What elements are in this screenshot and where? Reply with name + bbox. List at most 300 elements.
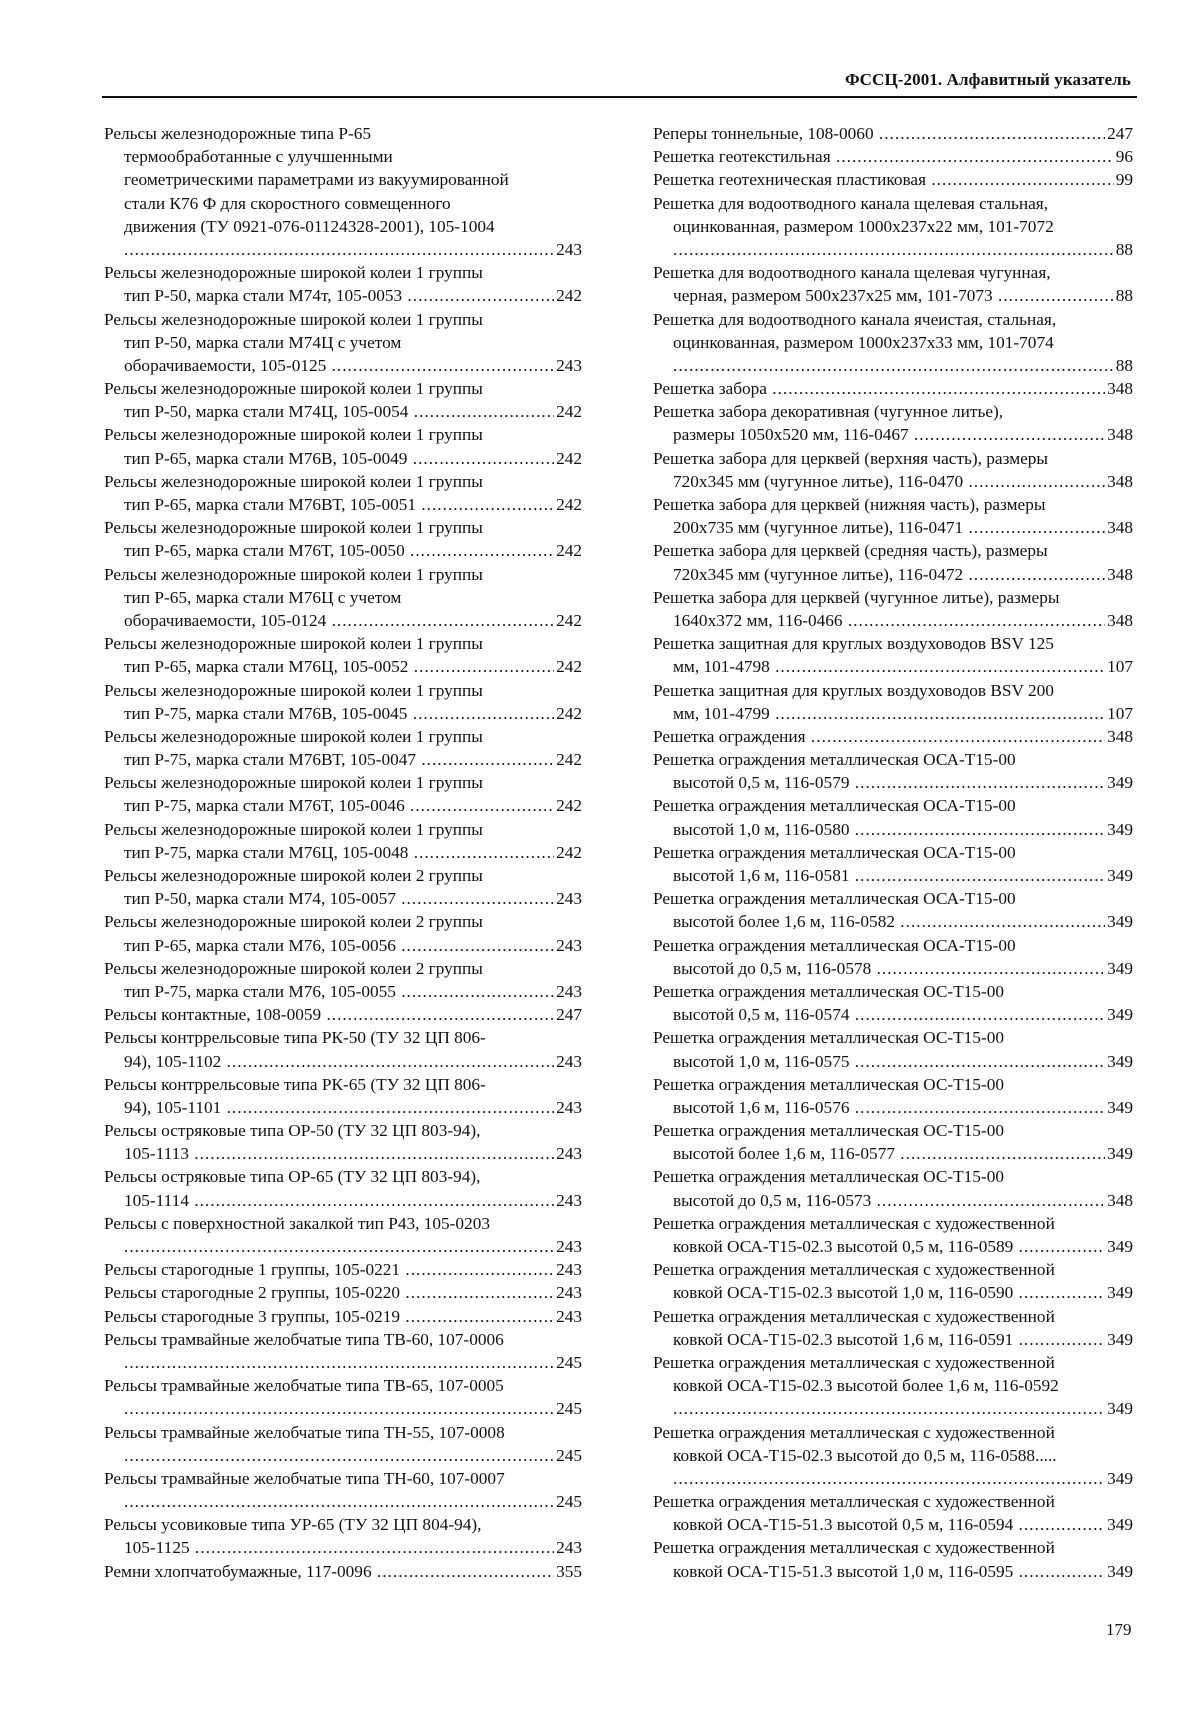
index-entry-text: Рельсы трамвайные желобчатые типа ТН-55, 107-0008	[104, 1422, 505, 1442]
index-entry-text: стали К76 Ф для скоростного совмещенного	[124, 193, 451, 213]
index-entry-line	[104, 423, 582, 446]
index-entry-page: 242	[554, 841, 582, 864]
index-entry-page: 242	[554, 794, 582, 817]
index-entry-text: ковкой ОСА-Т15-02.3 высотой более 1,6 м, 116-0592	[673, 1376, 1059, 1396]
index-entry-text: 200х735 мм (чугунное литье), 116-0471	[673, 518, 964, 538]
index-entry-page: 349	[1105, 771, 1133, 794]
index-entry-line	[104, 447, 582, 470]
index-entry-line	[653, 1142, 1133, 1165]
index-entry-text: Решетка защитная для круглых воздуховодов BSV 125	[653, 634, 1054, 654]
index-entry-line	[653, 1513, 1133, 1536]
index-entry-text: 105-1114	[124, 1190, 189, 1210]
index-entry	[104, 563, 582, 633]
index-entry-page: 245	[554, 1351, 582, 1374]
index-entry-page: 245	[554, 1444, 582, 1467]
index-entry-text: оцинкованная, размером 1000х237х33 мм, 101-7074	[673, 332, 1054, 352]
index-entry	[104, 1305, 582, 1328]
index-entry-text: ковкой ОСА-Т15-51.3 высотой 0,5 м, 116-0594	[673, 1515, 1014, 1535]
index-entry-line	[653, 284, 1133, 307]
index-entry-page: 242	[554, 748, 582, 771]
index-entry	[653, 679, 1133, 725]
index-entry-line	[653, 122, 1133, 145]
index-entry-line	[104, 771, 582, 794]
index-entry-text: оцинкованная, размером 1000х237х22 мм, 101-7072	[673, 216, 1054, 236]
index-entry-page: 349	[1105, 1235, 1133, 1258]
index-entry-text: Рельсы остряковые типа ОР-50 (ТУ 32 ЦП 803-94),	[104, 1121, 481, 1141]
index-entry-text: Решетка ограждения металлическая с художественной	[653, 1538, 1055, 1558]
index-entry-line	[653, 539, 1133, 562]
index-entry-text: Решетка геотехническая пластиковая	[653, 170, 927, 190]
index-entry-text: Решетка забора	[653, 379, 767, 399]
index-entry	[653, 308, 1133, 378]
page-header	[102, 66, 1137, 98]
index-entry	[104, 679, 582, 725]
index-entry	[104, 470, 582, 516]
index-entry-line	[653, 308, 1133, 331]
index-entry-text: мм, 101-4798	[673, 657, 770, 677]
index-entry-text: ковкой ОСА-Т15-02.3 высотой до 0,5 м, 116-0588.....	[673, 1445, 1057, 1465]
index-entry-text: Рельсы железнодорожные широкой колеи 2 группы	[104, 866, 483, 885]
index-entry-line	[653, 1560, 1133, 1583]
index-entry-page: 348	[1105, 377, 1133, 400]
index-entry	[653, 632, 1133, 678]
index-entry-page: 349	[1105, 1397, 1133, 1420]
index-entry	[653, 168, 1133, 191]
index-entry-line	[104, 1003, 582, 1026]
index-entry-line	[653, 702, 1133, 725]
index-entry-line	[104, 1073, 582, 1096]
index-entry-line	[104, 934, 582, 957]
index-entry-text: тип Р-50, марка стали М74Ц, 105-0054	[124, 402, 409, 422]
index-entry-text: Рельсы трамвайные желобчатые типа ТВ-65, 107-0005	[104, 1376, 504, 1396]
index-entry	[653, 1305, 1133, 1351]
index-entry-page: 243	[554, 1258, 582, 1281]
index-entry-page: 247	[554, 1003, 582, 1026]
index-entry-page: 99	[1114, 168, 1133, 191]
index-entry-page: 243	[554, 887, 582, 910]
index-entry-line	[104, 516, 582, 539]
index-entry-text: Решетка ограждения металлическая ОС-Т15-00	[653, 1121, 1004, 1141]
index-entry	[653, 1490, 1133, 1536]
index-entry	[104, 308, 582, 378]
index-entry	[653, 539, 1133, 585]
index-entry-line	[653, 1421, 1133, 1444]
index-entry-line	[653, 1467, 1133, 1490]
index-entry-line	[653, 1305, 1133, 1328]
index-entry	[653, 980, 1133, 1026]
index-entry-line	[104, 145, 582, 168]
index-entry-page: 348	[1105, 1189, 1133, 1212]
index-entry-line	[653, 1374, 1133, 1397]
index-entry	[104, 516, 582, 562]
index-entry-line	[104, 887, 582, 910]
index-entry	[653, 794, 1133, 840]
index-entry-line	[104, 308, 582, 331]
index-entry-text: черная, размером 500х237х25 мм, 101-7073	[673, 286, 993, 306]
index-entry-line	[104, 655, 582, 678]
index-entry	[104, 377, 582, 423]
index-entry-text: Рельсы железнодорожные широкой колеи 1 группы	[104, 726, 483, 746]
index-entry-line	[104, 470, 582, 493]
index-entry-text: высотой 0,5 м, 116-0579	[673, 773, 850, 793]
index-entry-line	[104, 586, 582, 609]
index-entry	[104, 864, 582, 910]
index-entry-text: тип Р-65, марка стали М76Ц с учетом	[124, 587, 402, 607]
index-entry-line	[104, 1490, 582, 1513]
index-entry-text: Рельсы железнодорожные широкой колеи 1 группы	[104, 819, 483, 839]
index-entry	[104, 1467, 582, 1513]
index-entry-text: Рельсы усовиковые типа УР-65 (ТУ 32 ЦП 804-94),	[104, 1515, 482, 1535]
running-title: ФССЦ-2001. Алфавитный указатель	[844, 70, 1131, 89]
index-entry-text: геометрическими параметрами из вакуумированной	[124, 170, 509, 190]
index-entry-line	[104, 609, 582, 632]
index-entry-text: ковкой ОСА-Т15-51.3 высотой 1,0 м, 116-0595	[673, 1561, 1014, 1581]
index-entry-text: Решетка забора для церквей (верхняя часть), размеры	[653, 448, 1049, 468]
index-entry-text: Решетка забора для церквей (нижняя часть), размеры	[653, 495, 1046, 514]
index-entry-line	[653, 586, 1133, 609]
index-entry-line	[653, 679, 1133, 702]
index-entry-text: Рельсы железнодорожные широкой колеи 1 группы	[104, 518, 483, 538]
index-entry-line	[653, 1050, 1133, 1073]
index-entry-text: Рельсы железнодорожные широкой колеи 1 группы	[104, 634, 483, 654]
index-entry-line	[653, 261, 1133, 284]
index-entry	[104, 818, 582, 864]
index-entry-text: Рельсы старогодные 2 группы, 105-0220	[104, 1283, 401, 1303]
index-entry-text: Решетка ограждения металлическая ОС-Т15-00	[653, 1028, 1004, 1048]
index-entry-text: Решетка для водоотводного канала щелевая стальная,	[653, 193, 1049, 213]
index-entry-page: 243	[554, 354, 582, 377]
index-entry-page: 243	[554, 1281, 582, 1304]
index-entry-text: 94), 105-1101	[124, 1097, 222, 1117]
index-entry	[104, 725, 582, 771]
index-entry-text: Решетка забора для церквей (чугунное литье), размеры	[653, 587, 1060, 607]
index-entry	[104, 1073, 582, 1119]
index-entry	[653, 1421, 1133, 1491]
index-entry-text: Рельсы старогодные 3 группы, 105-0219	[104, 1306, 401, 1326]
index-entry-line	[104, 284, 582, 307]
index-entry-line	[653, 957, 1133, 980]
index-entry-text: 720х345 мм (чугунное литье), 116-0472	[673, 564, 964, 584]
index-entry-text: тип Р-65, марка стали М76Ц, 105-0052	[124, 657, 409, 677]
index-entry-line	[104, 1444, 582, 1467]
index-entry-line	[653, 1235, 1133, 1258]
index-entry-line	[104, 377, 582, 400]
index-entry-line	[653, 1397, 1133, 1420]
index-entry	[653, 887, 1133, 933]
index-entry-page: 245	[554, 1490, 582, 1513]
index-entry-page: 242	[554, 400, 582, 423]
index-entry-line	[653, 145, 1133, 168]
index-entry-page: 242	[554, 493, 582, 516]
index-entry	[104, 1281, 582, 1304]
index-entry-page: 88	[1114, 238, 1133, 261]
index-entry	[104, 1560, 582, 1583]
index-entry-line	[653, 331, 1133, 354]
index-entry	[653, 1119, 1133, 1165]
index-entry-text: тип Р-75, марка стали М76В, 105-0045	[124, 703, 408, 723]
index-entry-text: тип Р-75, марка стали М76Т, 105-0046	[124, 796, 405, 816]
index-entry-text: тип Р-75, марка стали М76ВТ, 105-0047	[124, 750, 417, 770]
index-entry-text: тип Р-50, марка стали М74, 105-0057	[124, 889, 396, 909]
index-entry-page: 349	[1105, 1467, 1133, 1490]
index-entry-line	[653, 1096, 1133, 1119]
index-entry-page: 88	[1114, 284, 1133, 307]
index-entry-text: Рельсы трамвайные желобчатые типа ТН-60, 107-0007	[104, 1468, 505, 1488]
index-entry-line	[653, 980, 1133, 1003]
index-entry-text: тип Р-75, марка стали М76Ц, 105-0048	[124, 842, 409, 862]
index-entry	[104, 1421, 582, 1467]
index-entry-text: Решетка ограждения металлическая ОСА-Т15-00	[653, 750, 1016, 770]
index-entry	[653, 400, 1133, 446]
index-entry-page: 243	[554, 1536, 582, 1559]
index-entry-text: высотой 0,5 м, 116-0574	[673, 1005, 850, 1025]
index-entry-line	[653, 168, 1133, 191]
index-entry-line	[104, 1096, 582, 1119]
index-entry-text: Решетка ограждения металлическая с художественной	[653, 1260, 1055, 1280]
index-column-left	[104, 122, 582, 1583]
index-entry-line	[653, 910, 1133, 933]
index-entry	[653, 1026, 1133, 1072]
index-entry-page: 243	[554, 1142, 582, 1165]
index-entry-line	[653, 748, 1133, 771]
index-entry-text: Решетка ограждения металлическая с художественной	[653, 1306, 1055, 1326]
index-entry-line	[104, 725, 582, 748]
index-entry	[104, 423, 582, 469]
index-entry-page: 107	[1105, 655, 1133, 678]
index-entry-line	[104, 1467, 582, 1490]
index-entry-line	[104, 632, 582, 655]
index-entry-line	[653, 1165, 1133, 1188]
index-entry-line	[104, 122, 582, 145]
index-entry-line	[104, 1397, 582, 1420]
index-entry-page: 243	[554, 980, 582, 1003]
index-entry-page: 349	[1105, 818, 1133, 841]
index-entry-page: 349	[1105, 1560, 1133, 1583]
index-entry	[653, 1536, 1133, 1582]
index-entry	[653, 1165, 1133, 1211]
index-entry-text: 105-1113	[124, 1144, 189, 1164]
index-entry-text: Решетка защитная для круглых воздуховодов BSV 200	[653, 680, 1054, 700]
index-entry	[653, 748, 1133, 794]
index-entry-line	[653, 1119, 1133, 1142]
index-entry-line	[104, 1189, 582, 1212]
index-entry-text: Решетка для водоотводного канала щелевая чугунная,	[653, 263, 1051, 283]
index-entry-line	[104, 238, 582, 261]
index-entry-page: 348	[1105, 563, 1133, 586]
index-entry-text: тип Р-65, марка стали М76, 105-0056	[124, 935, 396, 955]
index-entry	[653, 192, 1133, 262]
index-entry-line	[653, 1258, 1133, 1281]
index-entry-line	[104, 1119, 582, 1142]
index-entry-page: 349	[1105, 1050, 1133, 1073]
index-entry	[104, 1374, 582, 1420]
index-entry	[104, 771, 582, 817]
index-entry-page: 242	[554, 702, 582, 725]
index-entry-text: высотой до 0,5 м, 116-0573	[673, 1190, 872, 1210]
index-entry-page: 242	[554, 655, 582, 678]
index-entry	[653, 122, 1133, 145]
index-entry-text: Решетка ограждения металлическая с художественной	[653, 1492, 1055, 1512]
index-entry-text: Рельсы железнодорожные широкой колеи 1 группы	[104, 773, 483, 793]
index-entry-line	[104, 400, 582, 423]
index-entry-page: 243	[554, 1235, 582, 1258]
index-entry-page: 243	[554, 1050, 582, 1073]
index-entry-page: 96	[1114, 145, 1133, 168]
index-entry-line	[653, 841, 1133, 864]
index-entry-page: 242	[554, 539, 582, 562]
index-entry-page: 242	[554, 609, 582, 632]
index-entry-line	[104, 1351, 582, 1374]
index-entry-text: высотой более 1,6 м, 116-0582	[673, 912, 895, 932]
index-entry-line	[653, 192, 1133, 215]
index-entry-line	[653, 609, 1133, 632]
index-entry-line	[104, 1050, 582, 1073]
index-entry-line	[653, 1073, 1133, 1096]
index-entry-line	[104, 1374, 582, 1397]
index-entry	[653, 586, 1133, 632]
index-entry-page: 243	[554, 1305, 582, 1328]
index-entry-text: Рельсы железнодорожные широкой колеи 1 группы	[104, 309, 483, 329]
index-entry-text: Рельсы железнодорожные широкой колеи 1 группы	[104, 471, 483, 491]
index-entry	[104, 1119, 582, 1165]
index-entry-line	[653, 423, 1133, 446]
index-entry-text: Рельсы железнодорожные типа Р-65	[104, 124, 372, 143]
index-entry-text: Рельсы контррельсовые типа РК-50 (ТУ 32 ЦП 806-	[104, 1028, 486, 1048]
index-entry-line	[104, 794, 582, 817]
index-entry-text: Решетка ограждения металлическая ОСА-Т15-00	[653, 889, 1016, 909]
index-entry-page: 243	[554, 1189, 582, 1212]
index-entry-text: Рельсы железнодорожные широкой колеи 1 группы	[104, 263, 483, 283]
index-entry-page: 88	[1114, 354, 1133, 377]
index-entry-line	[653, 1490, 1133, 1513]
page-number: 179	[1106, 1620, 1132, 1639]
index-entry	[653, 1258, 1133, 1304]
index-entry-page: 243	[554, 1096, 582, 1119]
index-entry	[104, 1258, 582, 1281]
index-entry-line	[104, 957, 582, 980]
index-entry-line	[104, 1235, 582, 1258]
index-entry-page: 242	[554, 284, 582, 307]
index-entry-page: 349	[1105, 1096, 1133, 1119]
index-entry-line	[653, 794, 1133, 817]
index-entry-page: 245	[554, 1397, 582, 1420]
index-entry-text: Решетка ограждения металлическая с художественной	[653, 1352, 1055, 1372]
index-entry-text: Решетка ограждения металлическая ОСА-Т15-00	[653, 796, 1016, 816]
index-entry-text: Решетка для водоотводного канала ячеистая, стальная,	[653, 309, 1057, 329]
index-entry-text: высотой 1,0 м, 116-0580	[673, 819, 850, 839]
index-entry-text: оборачиваемости, 105-0124	[124, 610, 327, 630]
index-entry-text: 94), 105-1102	[124, 1051, 222, 1071]
index-entry-line	[653, 1026, 1133, 1049]
index-entry-page: 107	[1105, 702, 1133, 725]
index-entry-line	[104, 215, 582, 238]
index-entry-text: размеры 1050х520 мм, 116-0467	[673, 425, 909, 445]
index-entry-text: Рельсы остряковые типа ОР-65 (ТУ 32 ЦП 803-94),	[104, 1167, 481, 1187]
index-entry-text: Решетка ограждения	[653, 726, 806, 746]
index-entry-line	[104, 168, 582, 191]
index-entry-text: Рельсы железнодорожные широкой колеи 1 группы	[104, 564, 483, 584]
index-entry-page: 349	[1105, 1328, 1133, 1351]
index-entry-text: Решетка ограждения металлическая с художественной	[653, 1422, 1055, 1442]
index-entry-page: 247	[1105, 122, 1133, 145]
index-entry-page: 348	[1105, 423, 1133, 446]
index-entry	[104, 261, 582, 307]
index-entry-line	[104, 331, 582, 354]
index-entry-text: Решетка ограждения металлическая ОС-Т15-00	[653, 1074, 1004, 1094]
index-entry-line	[653, 632, 1133, 655]
index-entry-line	[104, 563, 582, 586]
index-entry-text: ковкой ОСА-Т15-02.3 высотой 0,5 м, 116-0589	[673, 1237, 1014, 1256]
index-entry-page: 349	[1105, 910, 1133, 933]
index-entry-page: 348	[1105, 470, 1133, 493]
index-entry-line	[653, 1189, 1133, 1212]
index-entry-line	[104, 493, 582, 516]
index-entry-line	[653, 215, 1133, 238]
index-entry-text: тип Р-75, марка стали М76, 105-0055	[124, 981, 396, 1001]
index-entry-text: Рельсы железнодорожные широкой колеи 1 группы	[104, 425, 483, 445]
index-entry	[104, 122, 582, 261]
index-entry-line	[104, 1142, 582, 1165]
index-entry-text: тип Р-65, марка стали М76ВТ, 105-0051	[124, 495, 417, 514]
index-entry-page: 348	[1105, 609, 1133, 632]
index-entry-text: 720х345 мм (чугунное литье), 116-0470	[673, 471, 964, 491]
index-entry-line	[653, 887, 1133, 910]
index-entry-line	[104, 980, 582, 1003]
index-entry-line	[104, 1165, 582, 1188]
index-entry-page: 243	[554, 238, 582, 261]
index-entry-line	[653, 818, 1133, 841]
index-entry-page: 349	[1105, 1513, 1133, 1536]
index-entry-page: 348	[1105, 516, 1133, 539]
index-entry	[653, 1212, 1133, 1258]
index-entry	[104, 1026, 582, 1072]
index-entry-page: 349	[1105, 1003, 1133, 1026]
index-entry-line	[104, 1026, 582, 1049]
index-entry-line	[104, 192, 582, 215]
index-entry-line	[104, 354, 582, 377]
index-entry-line	[104, 910, 582, 933]
index-entry-page: 349	[1105, 864, 1133, 887]
index-entry-text: Решетка забора для церквей (средняя часть), размеры	[653, 541, 1048, 561]
index-entry-line	[653, 1328, 1133, 1351]
index-entry-line	[653, 725, 1133, 748]
index-entry-text: Рельсы железнодорожные широкой колеи 1 группы	[104, 680, 483, 700]
index-entry-line	[653, 1003, 1133, 1026]
index-entry-text: тип Р-50, марка стали М74т, 105-0053	[124, 286, 403, 306]
index-entry	[653, 447, 1133, 493]
index-entry-text: Реперы тоннельные, 108-0060	[653, 124, 874, 143]
index-entry-text: Рельсы старогодные 1 группы, 105-0221	[104, 1260, 401, 1280]
index-entry-line	[653, 1444, 1133, 1467]
index-entry	[104, 1513, 582, 1559]
index-entry-line	[653, 516, 1133, 539]
index-entry	[104, 1328, 582, 1374]
index-entry-text: тип Р-65, марка стали М76В, 105-0049	[124, 448, 408, 468]
index-entry-text: Рельсы железнодорожные широкой колеи 2 группы	[104, 958, 483, 978]
index-entry-line	[653, 354, 1133, 377]
index-entry-line	[653, 1212, 1133, 1235]
index-entry-line	[104, 1421, 582, 1444]
index-entry-line	[104, 1281, 582, 1304]
index-entry	[653, 145, 1133, 168]
index-entry-text: 105-1125	[124, 1538, 190, 1558]
index-entry-text: тип Р-65, марка стали М76Т, 105-0050	[124, 541, 405, 561]
index-entry-text: Решетка ограждения металлическая ОСА-Т15-00	[653, 935, 1016, 955]
index-entry-line	[104, 539, 582, 562]
index-entry-line	[104, 748, 582, 771]
index-entry	[653, 261, 1133, 307]
index-entry-line	[653, 1281, 1133, 1304]
